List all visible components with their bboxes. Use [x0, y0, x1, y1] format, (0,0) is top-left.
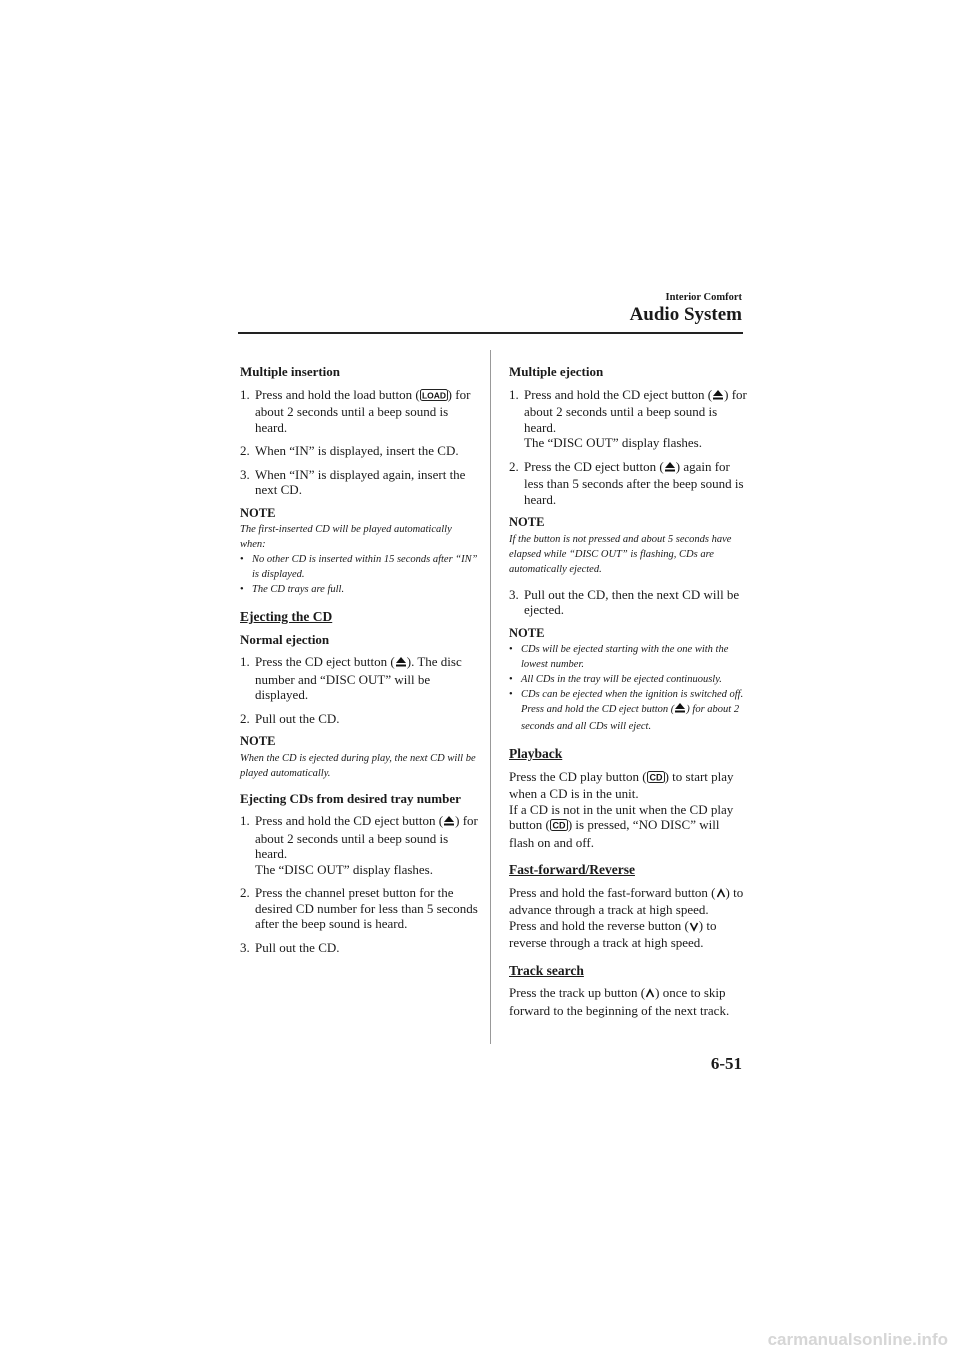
note-text: The first-inserted CD will be played automatically when:: [240, 524, 452, 550]
note-text: If the button is not pressed and about 5 seconds have elapsed while “DISC OUT” is flashing, CDs are automatically ejected.: [509, 533, 732, 575]
cd-button-glyph: CD: [649, 772, 663, 782]
eject-icon: [664, 461, 676, 477]
normal-ejection-steps: [240, 654, 478, 726]
note-text: When the CD is ejected during play, the next CD will be played automatically.: [240, 752, 476, 779]
note-heading: NOTE: [240, 505, 276, 520]
column-divider: [490, 350, 491, 1044]
list-item: 3. Pull out the CD, then the next CD will be ejected.: [509, 586, 740, 617]
multiple-ejection-heading: Multiple ejection: [509, 364, 604, 379]
note-bullets: [509, 642, 747, 734]
list-item: 1. Press and hold the CD eject button ( ) for about 2 seconds until a beep sound is heard. The “DISC OUT” display flashes.: [240, 813, 478, 877]
multiple-insertion-heading: Multiple insertion: [240, 364, 341, 379]
chevron-up-icon: [716, 887, 726, 903]
note-heading: NOTE: [240, 734, 276, 748]
desired-tray-steps: [240, 813, 478, 955]
page-number: 6-51: [710, 1054, 742, 1073]
list-item: • CDs will be ejected starting with the one with the lowest number.: [509, 644, 729, 670]
playback-heading: Playback: [509, 746, 563, 761]
note-heading: NOTE: [509, 625, 545, 640]
page-title: Audio System: [629, 304, 742, 325]
track-search-text: Press the track up button ( ) once to skip forward to the beginning of the next track.: [509, 985, 730, 1018]
eject-icon: [395, 656, 407, 672]
bullet-icon: •: [509, 689, 513, 700]
note-multiple-ejection: [509, 515, 747, 577]
eject-icon: [712, 389, 724, 405]
chevron-down-icon: [689, 920, 699, 936]
eject-icon: [443, 815, 455, 831]
bullet-icon: •: [509, 674, 513, 685]
list-item: • The CD trays are full.: [240, 584, 345, 595]
track-search-heading: Track search: [509, 962, 584, 978]
eject-icon: [674, 702, 686, 719]
header-section: Interior Comfort: [665, 292, 742, 303]
note-heading: NOTE: [509, 515, 545, 529]
ejecting-cd-heading: Ejecting the CD: [240, 609, 333, 624]
fast-forward-reverse-heading: Fast-forward/Reverse: [509, 862, 635, 877]
list-item: 1. Press the CD eject button ( ). The disc number and “DISC OUT” will be displayed.: [240, 654, 462, 702]
list-item: 2. Press the channel preset button for the desired CD number for less than 5 seconds after the beep sound is heard.: [240, 885, 478, 931]
list-item: 3. When “IN” is displayed again, insert the next CD.: [240, 466, 466, 497]
list-item: 2. Press the CD eject button ( ) again for less than 5 seconds after the beep sound is heard.: [509, 458, 744, 507]
multiple-insertion-steps: [240, 387, 478, 498]
list-item: • No other CD is inserted within 15 seconds after “IN” is displayed.: [240, 554, 478, 580]
fast-forward-reverse-text: Press and hold the fast-forward button ( ) to advance through a track at high speed. Press and hold the reverse button ( ) to reverse through a track at high speed.: [509, 884, 744, 950]
bullet-icon: •: [509, 644, 513, 655]
list-item: 3. Pull out the CD.: [240, 939, 340, 955]
right-column: [509, 364, 747, 1026]
multiple-ejection-step-3: [509, 587, 747, 618]
bullet-icon: •: [240, 554, 244, 565]
normal-ejection-heading: Normal ejection: [240, 631, 330, 647]
cd-button-icon: [647, 771, 665, 787]
load-button-glyph: LOAD: [421, 390, 446, 400]
chevron-up-icon: [645, 987, 655, 1003]
watermark: carmanualsonline.info: [767, 1330, 948, 1349]
note-normal-ejection: [240, 734, 478, 781]
header-rule: [238, 332, 743, 334]
bullet-icon: •: [240, 584, 244, 595]
list-item: 1. Press and hold the CD eject button ( ) for about 2 seconds until a beep sound is heard. The “DISC OUT” display flashes.: [509, 386, 747, 450]
cd-button-glyph: CD: [552, 820, 566, 831]
desired-tray-heading: Ejecting CDs from desired tray number: [240, 790, 461, 806]
list-item: • CDs can be ejected when the ignition is switched off. Press and hold the CD eject button ( ) for about 2 seconds and all CDs will eject.: [509, 689, 744, 732]
list-item: 2. When “IN” is displayed, insert the CD.: [240, 443, 459, 458]
cd-button-icon: [550, 819, 568, 835]
list-item: • All CDs in the tray will be ejected continuously.: [509, 674, 722, 685]
note-bullets: [240, 552, 478, 597]
list-item: 2. Pull out the CD.: [240, 710, 340, 726]
load-button-icon: [420, 389, 448, 405]
note-insertion: [240, 506, 478, 598]
left-column: [240, 364, 478, 963]
multiple-ejection-steps: [509, 387, 747, 508]
playback-text: Press the CD play button ( CD ) to start play when a CD is in the unit. If a CD is not in the unit when the CD play button ( CD ) is pressed, “NO DISC” will flash on and off.: [509, 768, 734, 850]
list-item: 1. Press and hold the load button ( LOAD ) for about 2 seconds until a beep sound is heard.: [240, 386, 471, 435]
note-ejection-order: [509, 626, 747, 735]
